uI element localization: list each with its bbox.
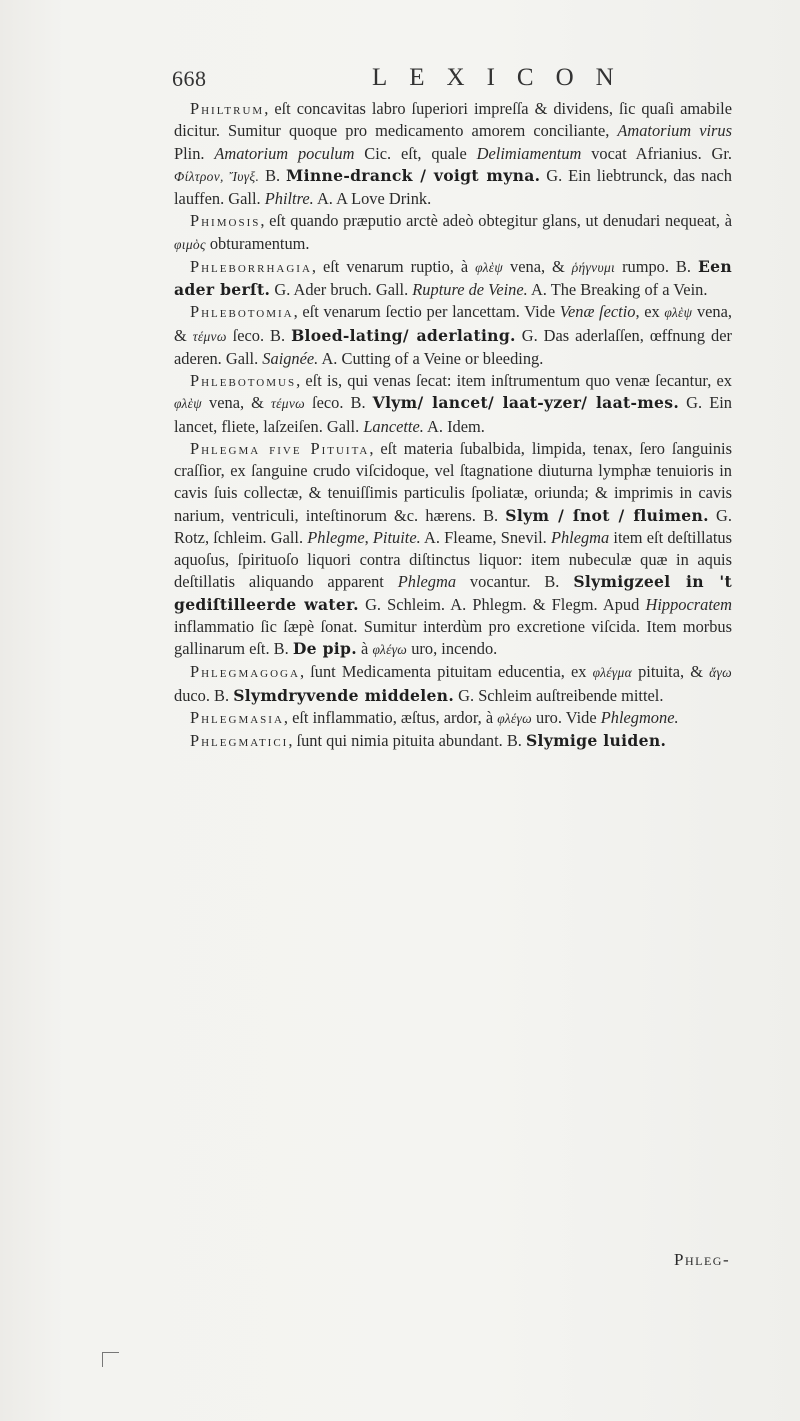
dutch-term: Een ader berſt. (174, 256, 732, 299)
corner-mark (102, 1352, 119, 1367)
french-term: Rupture de Veine. (412, 280, 528, 299)
greek-term: τέμνω (271, 396, 305, 412)
entry-text: , ex (635, 302, 665, 322)
entry-text: item eſt deſtillatus aquoſus, ſpirituoſo liquori contra diſtinctus liquor: item nubeculæ quæ in aquis deſtillatis aliquando apparent (174, 527, 732, 592)
entry-text: , eſt quando præputio arctè adeò obtegitur glans, ut denudari nequeat, à (260, 211, 732, 231)
entry-phlegma (174, 438, 732, 662)
entry-text: , ſunt Medicamenta pituitam educentia, ex (299, 662, 593, 682)
entry-text: G. Schleim. A. Phlegm. & Flegm. Apud (358, 594, 646, 614)
latin-term: Amatorium poculum (214, 143, 355, 163)
entry-text: obturamentum. (205, 233, 310, 253)
entry-text: G. Schleim auſtreibende mittel. (454, 685, 664, 705)
entry-text: duco. B. (174, 685, 234, 705)
dutch-term: Slym / ſnot / fluimen. (505, 505, 709, 525)
greek-term: φλὲψ (174, 396, 202, 412)
french-term: Pituite. (372, 527, 421, 547)
headword: Phleborrhagia (190, 256, 312, 276)
entry-text: , eſt venarum ſectio per lancettam. Vide (293, 302, 560, 322)
entry-text: vena, & (174, 302, 732, 345)
entry-text: B. (259, 165, 287, 185)
dutch-term: Slymigzeel in 't gediſtilleerde water. (174, 572, 733, 614)
entry-text: , eſt is, qui venas ſecat: item inſtrumentum quo venæ ſecantur, ex (296, 371, 732, 390)
entry-phlegmagoga (174, 661, 732, 707)
headword: Phimosis (190, 211, 261, 231)
entry-phimosis (174, 210, 732, 256)
entry-text: uro, incendo. (407, 639, 498, 658)
entry-phlegmasia (174, 707, 732, 730)
dutch-term: Slymdryvende middelen. (233, 685, 455, 705)
entry-phleborrhagia (174, 256, 732, 302)
catchword: Phleg- (674, 1250, 731, 1269)
entry-text: inflammatio ſic ſæpè ſonat. Sumitur interdùm pro excretione viſcida. Item morbus gallinarum eſt. B. (174, 616, 732, 658)
entry-text: vocat Afrianius. Gr. (581, 143, 732, 163)
french-term: Saignée. (262, 348, 319, 368)
entry-text: , eſt materia ſubalbida, limpida, tenax, ſero ſanguinis craſſior, ex ſanguine crudo viſcidoque, vel ſtagnatione diuturna lymphæ tenuioris in cavis ſuis collectæ, & tenuiſſimis particulis ſpoliatæ, oriunda; & imprimis in cavis narium, ventriculi, inteſtinorum &c. hærens. B. (174, 438, 732, 525)
entry-philtrum (174, 98, 732, 210)
latin-term: Delimiamentum (476, 143, 582, 163)
headword: Phlegmasia (190, 707, 284, 727)
french-term: Phlegme (307, 527, 365, 547)
entry-text: G. Rotz, ſchleim. Gall. (174, 505, 732, 547)
latin-term: Venæ ſectio (559, 302, 636, 322)
greek-term: τέμνω (192, 328, 227, 344)
entry-text: , eſt venarum ruptio, à (311, 256, 476, 276)
greek-term: φλέγω (497, 710, 532, 726)
greek-term: φλέγω (372, 642, 408, 657)
entry-text: , eſt inflammatio, æſtus, ardor, à (283, 707, 498, 727)
entry-text: vena, & (503, 256, 572, 276)
greek-term: φλὲψ (475, 259, 504, 275)
entry-phlebotomus (174, 370, 732, 438)
dutch-term: Minne-dranck / voigt myna. (286, 165, 541, 185)
latin-term: Amatorium virus (617, 121, 733, 141)
entry-text: , (364, 527, 373, 547)
entry-text: G. Ader bruch. Gall. (270, 280, 413, 299)
cross-reference: Phlegmone. (600, 707, 679, 727)
headword: Phlegma five Pituita (190, 438, 370, 458)
french-term: Lancette. (363, 416, 424, 436)
entry-text: rumpo. B. (615, 256, 698, 276)
dutch-term: De pip. (292, 639, 357, 658)
entry-text: ſeco. B. (304, 393, 373, 413)
entry-text: A. Idem. (423, 416, 485, 436)
headword: Philtrum (190, 99, 265, 118)
entry-text: , eſt concavitas labro ſuperiori impreſſa & dividens, ſic quaſi amabile dicitur. Sumitur quoque pro medicamento amorem conciliante, (174, 99, 732, 141)
headword: Phlebotomia (190, 302, 294, 322)
dutch-term: Bloed-lating/ aderlating. (291, 325, 516, 345)
greek-term: φλὲψ (664, 305, 693, 321)
entry-text: Plin. (174, 143, 215, 163)
entry-text: A. The Breaking of a Vein. (527, 280, 708, 299)
french-term: Philtre. (264, 189, 314, 208)
dutch-term: Vlym/ lancet/ laat-yzer/ laat-mes. (372, 393, 680, 413)
greek-term: φλέγμα (592, 665, 632, 681)
greek-term: ῥήγνυμι (571, 259, 616, 275)
entry-text: Cic. eſt, quale (354, 143, 477, 163)
entry-text: uro. Vide (531, 707, 601, 727)
headword: Phlegmagoga (190, 662, 300, 682)
entry-text: G. Ein lancet, fliete, laſzeiſen. Gall. (174, 393, 732, 436)
latin-term: Phlegma (550, 527, 610, 547)
page-number: 668 (172, 66, 207, 91)
headword: Phlebotomus (190, 371, 297, 390)
running-head: LEXICON (372, 64, 636, 91)
dutch-term: Slymige luiden. (525, 731, 667, 750)
latin-term: Hippocratem (645, 594, 732, 614)
greek-term: ἄγω (709, 665, 732, 681)
entry-text: G. Das aderlaſſen, œffnung der aderen. Gall. (174, 325, 732, 368)
entry-text: pituita, & (631, 662, 710, 682)
entry-text: , ſunt qui nimia pituita abundant. B. (288, 731, 526, 750)
entry-text: ſeco. B. (226, 325, 292, 345)
headword: Phlegmatici (190, 731, 289, 750)
entry-text: à (356, 639, 373, 658)
entry-text: A. A Love Drink. (313, 189, 432, 208)
dictionary-body (174, 98, 732, 752)
entry-phlebotomia (174, 301, 732, 370)
greek-term: Φίλτρον, Ἴυγξ. (174, 168, 260, 184)
entry-text: A. Cutting of a Veine or bleeding. (318, 348, 544, 368)
entry-phlegmatici (174, 730, 732, 752)
entry-text: A. Fleame, Snevil. (420, 527, 551, 547)
greek-term: φιμὸς (174, 236, 206, 252)
entry-text: vocantur. B. (456, 572, 574, 592)
latin-term: Phlegma (397, 572, 457, 592)
entry-text: vena, & (201, 393, 272, 413)
entry-text: G. Ein liebtrunck, das nach lauffen. Gall. (174, 165, 732, 208)
